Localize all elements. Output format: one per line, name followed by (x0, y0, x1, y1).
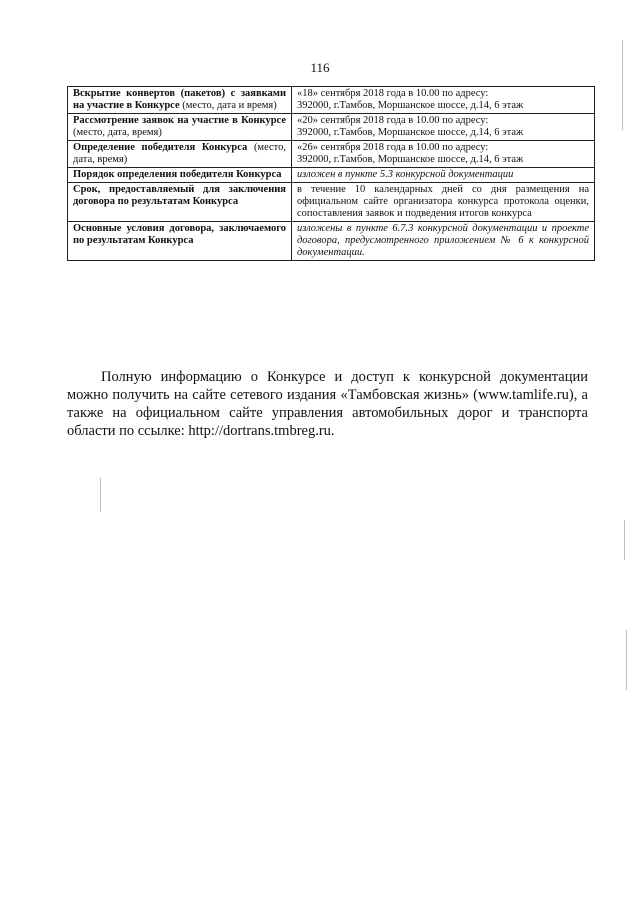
row-label-text: Основные условия договора, заключаемого по результатам Конкурса (73, 223, 286, 246)
footer-paragraph: Полную информацию о Конкурсе и доступ к конкурсной документации можно получить на сайте сетевого издания «Тамбовская жизнь» (www.tamlife.ru), а также на официальном сайте управления автомобильных дорог и транспорта области по ссылке: http://dortrans.tmbreg.ru. (67, 368, 588, 439)
table-row (68, 87, 595, 114)
row-value (292, 168, 595, 183)
row-value-line: 392000, г.Тамбов, Моршанское шоссе, д.14, 6 этаж (297, 127, 524, 138)
scan-artifact-line (622, 40, 623, 130)
row-label-note: (место, дата и время) (182, 100, 277, 111)
row-value (292, 183, 595, 222)
table-row (68, 168, 595, 183)
row-label (68, 141, 292, 168)
row-value (292, 222, 595, 261)
row-label-text: Определение победителя Конкурса (73, 142, 248, 153)
row-label (68, 222, 292, 261)
row-label-text: Рассмотрение заявок на участие в Конкурсе (73, 115, 286, 126)
scan-artifact-line (624, 520, 625, 560)
scan-artifact-line (100, 478, 101, 512)
row-label-note: (место, дата, время) (73, 127, 162, 138)
contest-info-table (67, 86, 595, 261)
row-value (292, 141, 595, 168)
row-label (68, 183, 292, 222)
row-value-line: «20» сентября 2018 года в 10.00 по адресу: (297, 115, 489, 126)
table-row (68, 114, 595, 141)
row-value (292, 114, 595, 141)
row-value-line: в течение 10 календарных дней со дня размещения на официальном сайте организатора конкурса протокола оценки, сопоставления заявок и подведения итогов конкурса (297, 184, 589, 219)
row-label-note: (место, дата, время) (73, 142, 286, 165)
row-value-line: изложен в пункте 5.3 конкурсной документации (297, 169, 514, 180)
row-value-line: 392000, г.Тамбов, Моршанское шоссе, д.14, 6 этаж (297, 100, 524, 111)
row-label-text: Порядок определения победителя Конкурса (73, 169, 282, 180)
table-row (68, 222, 595, 261)
row-value-line: изложены в пункте 6.7.3 конкурсной документации и проекте договора, предусмотренного приложением № 6 к конкурсной документации. (297, 223, 589, 258)
table-row (68, 183, 595, 222)
row-value (292, 87, 595, 114)
row-label-text: Срок, предоставляемый для заключения договора по результатам Конкурса (73, 184, 286, 207)
scan-artifact-line (626, 630, 627, 690)
row-value-line: «26» сентября 2018 года в 10.00 по адресу: (297, 142, 489, 153)
row-value-line: 392000, г.Тамбов, Моршанское шоссе, д.14, 6 этаж (297, 154, 524, 165)
row-label (68, 87, 292, 114)
page-number: 116 (310, 60, 330, 75)
row-label-text: Вскрытие конвертов (пакетов) с заявками на участие в Конкурсе (73, 88, 286, 111)
row-label (68, 114, 292, 141)
table-row (68, 141, 595, 168)
row-label (68, 168, 292, 183)
row-value-line: «18» сентября 2018 года в 10.00 по адресу: (297, 88, 489, 99)
